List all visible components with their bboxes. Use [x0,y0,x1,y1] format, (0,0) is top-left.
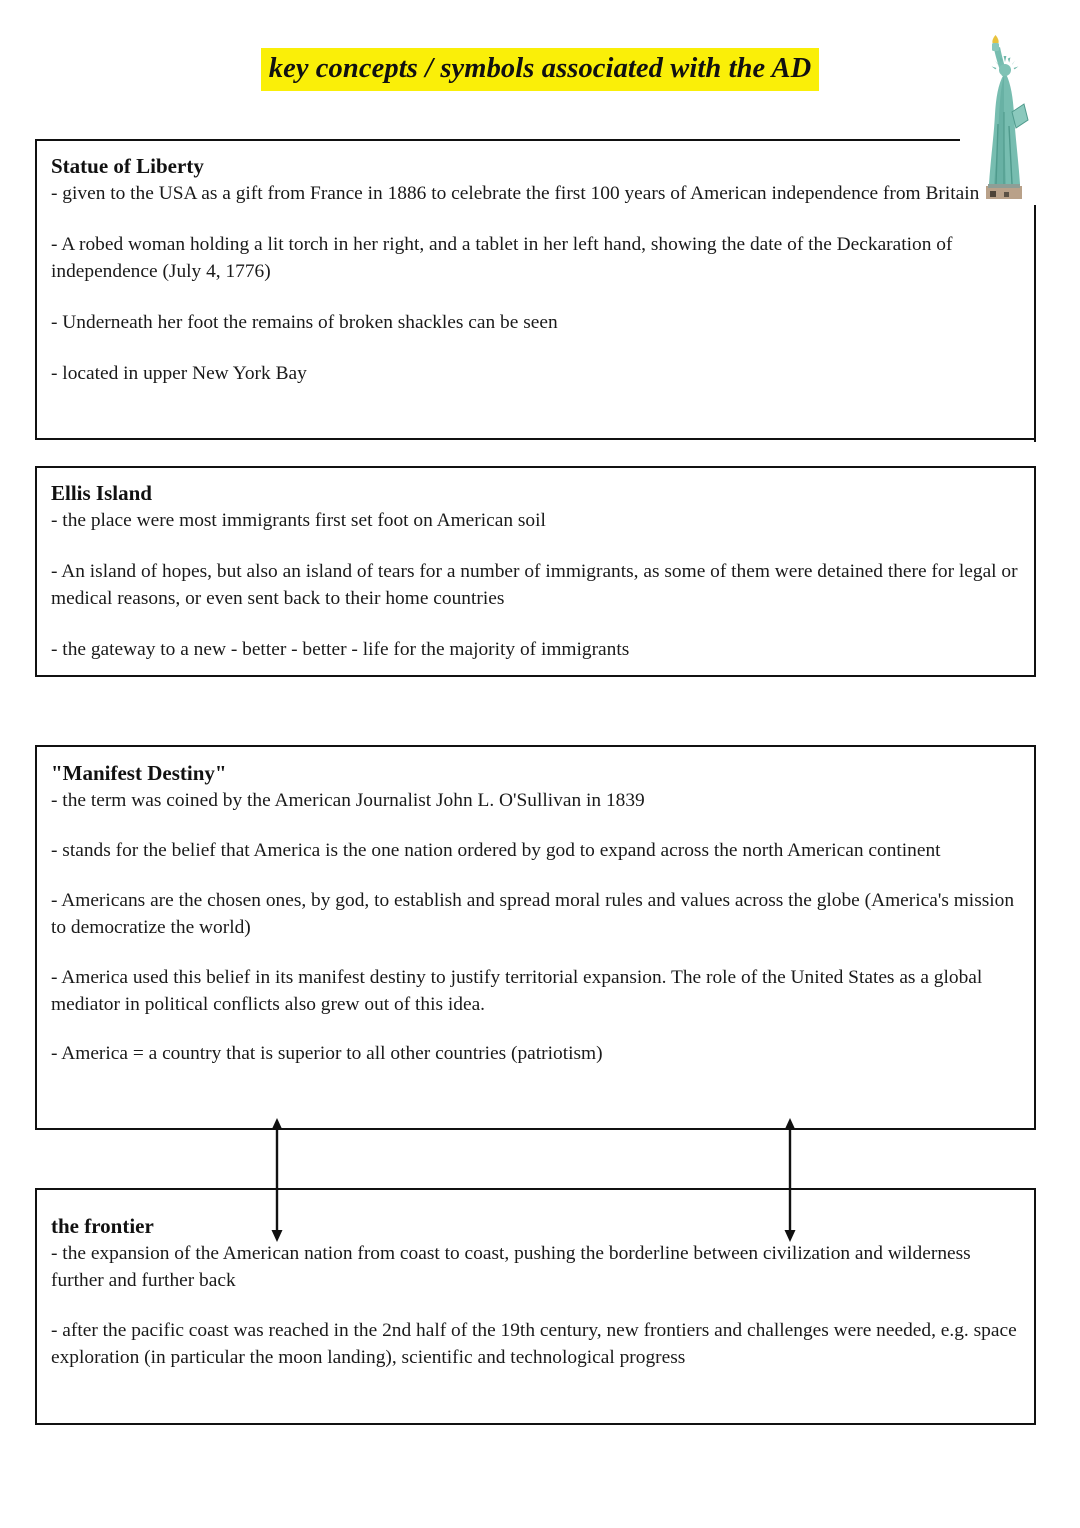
statue-of-liberty-image [968,34,1040,206]
concept-box-ellis-island [35,466,1036,677]
page-title-text: key concepts / symbols associated with the AD [261,48,820,91]
concept-box-the-frontier [35,1188,1036,1425]
double-headed-arrow-right-icon [778,1118,802,1242]
bullet-item: - Americans are the chosen ones, by god, to establish and spread moral rules and values across the globe (America's mission to democratize the world) [51,889,1015,938]
concept-box-statue-of-liberty [35,140,1036,440]
bullet-item: - stands for the belief that America is the one nation ordered by god to expand across the north American continent [51,840,941,861]
bullet-item: - after the pacific coast was reached in the 2nd half of the 19th century, new frontiers and challenges were needed, e.g. space exploration (in particular the moon landing), scientific and technological progress [51,1319,1017,1368]
bullet-item: - the expansion of the American nation from coast to coast, pushing the borderline between civilization and wilderness further and further back [51,1243,971,1291]
bullet-item: - America used this belief in its manifest destiny to justify territorial expansion. The role of the United States as a global mediator in political conflicts also grew out of this idea. [51,966,983,1015]
page-title [0,48,1080,91]
bullet-item: - given to the USA as a gift from France in 1886 to celebrate the first 100 years of American independence from Britain [51,183,980,205]
double-headed-arrow-left-icon [265,1118,289,1242]
bullet-item: - located in upper New York Bay [51,362,307,384]
bullet-item: - A robed woman holding a lit torch in her right, and a tablet in her left hand, showing the date of the Deckaration of independence (July 4, 1776) [51,234,953,282]
box-heading-ellis-island: Ellis Island [51,481,152,505]
bullet-item: - An island of hopes, but also an island of tears for a number of immigrants, as some of them were detained there for legal or medical reasons, or even sent back to their home countries [51,561,1018,609]
box-heading-statue-of-liberty: Statue of Liberty [51,154,204,178]
bullet-item: - the gateway to a new - better - better - life for the majority of immigrants [51,638,630,660]
bullet-item: - America = a country that is superior to all other countries (patriotism) [51,1043,603,1065]
concept-box-manifest-destiny [35,745,1036,1130]
box-heading-the-frontier: the frontier [51,1214,154,1238]
bullet-item: - the term was coined by the American Journalist John L. O'Sullivan in 1839 [51,790,645,812]
bullet-item: - Underneath her foot the remains of broken shackles can be seen [51,311,558,333]
bullet-item: - the place were most immigrants first set foot on American soil [51,510,546,532]
box-heading-manifest-destiny: "Manifest Destiny" [51,761,227,785]
